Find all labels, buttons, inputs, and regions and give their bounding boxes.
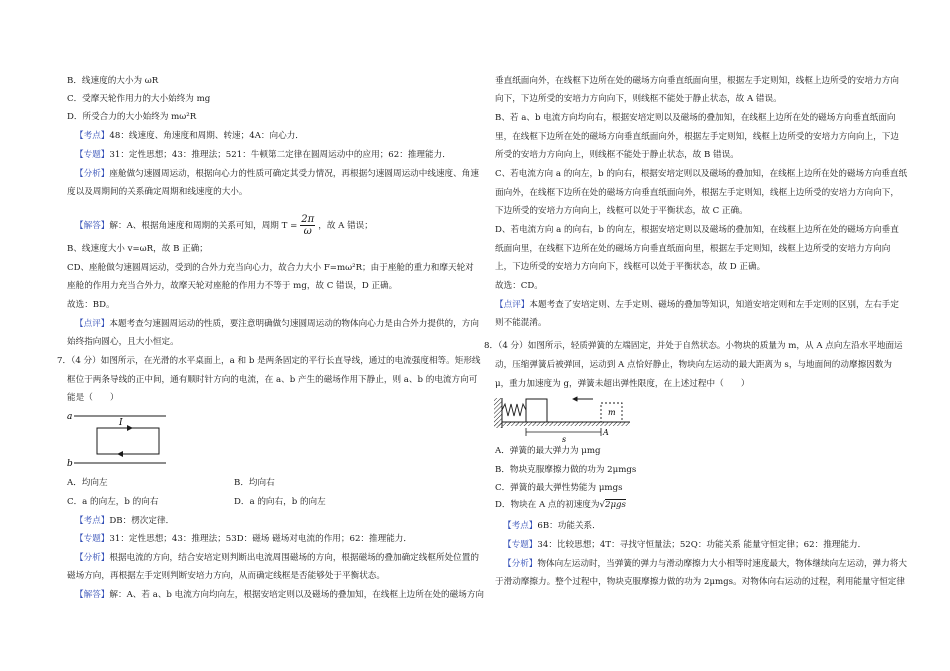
- option-d: D．所受合力的大小始终为 mω²R: [67, 112, 197, 122]
- kaodian-2: [75, 516, 174, 527]
- fenxi-1: [75, 169, 479, 180]
- q7-option-a: A．均向左: [67, 478, 108, 488]
- zhuanti-1: [75, 150, 451, 161]
- label-i: I: [119, 418, 123, 428]
- zhuanti-text: 31：定性思想；43：推理法；53D：磁场 磁场对电流的作用；62：推理能力．: [109, 534, 412, 544]
- label-a: a: [67, 412, 73, 422]
- solution-line: 纸面向里，在线框下边所在处的磁场方向垂直纸面向里，根据左手定则知，线框上边所受的安培力方向向: [495, 244, 891, 254]
- fenxi-1-line2: 度以及周期间的关系确定周期和线速度的大小。: [67, 187, 248, 197]
- label-s: s: [562, 435, 567, 444]
- spring: [502, 404, 526, 416]
- q8-option-a: A．弹簧的最大弹力为 μmg: [495, 446, 601, 456]
- q7-option-b: B．均向右: [234, 478, 275, 488]
- option-b: B．线速度的大小为 ωR: [67, 76, 159, 86]
- solution-line: 上，下边所受的安培力方向向下，线框可以处于平衡状态，故 D 正确。: [495, 262, 766, 272]
- solution-line: 所受的安培力方向向上，则线框不能处于静止状态，故 B 错误。: [495, 150, 739, 160]
- jieda-1: [75, 214, 373, 237]
- fenxi-tag: 【分析】: [75, 169, 110, 179]
- zhuanti-tag: 【专题】: [75, 150, 110, 160]
- label-a-point: A: [603, 428, 609, 437]
- jieda-2: [75, 590, 484, 601]
- block-compressed: [526, 399, 547, 422]
- kaodian-3: [503, 521, 601, 532]
- question-8-line3: μ，重力加速度为 g，弹簧未超出弹性限度，在上述过程中（ ）: [495, 379, 750, 389]
- fenxi-tag: 【分析】: [503, 559, 538, 569]
- question-8-line2: 动，压缩弹簧后被弹回，运动到 A 点恰好静止，物块向左运动的最大距离为 s，与地面间的动摩擦因数为: [495, 360, 892, 370]
- kaodian-1: [75, 131, 304, 142]
- q7-option-c: C．a 的向左，b 的向右: [67, 497, 159, 507]
- jieda-tag: 【解答】: [75, 221, 110, 231]
- solution-line: 向下，下边所受的安培力方向向下，则线框不能处于静止状态，故 A 错误。: [495, 94, 782, 104]
- solution-cd-line2: 座舱的作用力充当合外力，故摩天轮对座舱的作用力不等于 mg，故 C 错误，D 正确。: [67, 281, 398, 291]
- jieda-text: 解：A、若 a、b 电流方向均向左，根据安培定则以及磁场的叠加知，在线框上边所在处的磁场方向: [109, 590, 485, 600]
- fraction-denominator: ω: [303, 226, 312, 237]
- fenxi-text-1: 物体向左运动时，当弹簧的弹力与滑动摩擦力大小相等时速度最大，物体继续向左运动，弹力将大: [537, 559, 907, 569]
- dianping-tag: 【点评】: [495, 300, 530, 310]
- fenxi-2-line2: 磁场方向，再根据左手定则判断安培力方向，从而确定线框是否能够处于平衡状态。: [67, 571, 385, 581]
- answer-2: 故选：CD。: [495, 281, 543, 291]
- question-7-line3: 能是（ ）: [67, 393, 119, 403]
- kaodian-text: 6B：功能关系．: [537, 521, 601, 531]
- question-7-line2: 框位于两条导线的正中间，通有顺时针方向的电流，在 a、b 产生的磁场作用下静止，则 a、b 的电流方向可: [67, 375, 478, 385]
- zhuanti-3: [503, 540, 866, 551]
- label-b: b: [67, 459, 73, 469]
- kaodian-text: DB：楞次定律．: [109, 516, 175, 526]
- dianping-tag: 【点评】: [75, 319, 110, 329]
- period-fraction: [300, 214, 315, 237]
- q8-option-b: B．物块克服摩擦力做的功为 2μmgs: [495, 465, 637, 475]
- dianping-2-line2: 则不能混淆。: [495, 318, 547, 328]
- dianping-1: [75, 319, 479, 330]
- solution-line: C、若电流方向 a 的向左，b 的向右，根据安培定则以及磁场的叠加知，在线框上边所在处的磁场方向垂直纸: [495, 169, 908, 179]
- zhuanti-tag: 【专题】: [503, 540, 538, 550]
- fraction-numerator: 2π: [301, 214, 315, 225]
- solution-b: B、线速度大小 v=ωR，故 B 正确；: [67, 244, 208, 254]
- zhuanti-text: 34：比较思想；4T：寻找守恒量法；52Q：功能关系 能量守恒定律；62：推理能力．: [537, 540, 867, 550]
- zhuanti-2: [75, 534, 412, 545]
- kaodian-tag: 【考点】: [75, 131, 110, 141]
- fenxi-3-line2: 于滑动摩擦力。整个过程中，物块克服摩擦力做的功为 2μmgs。对物体向右运动的过程，利用能量守恒定律: [495, 577, 905, 587]
- dianping-1-line2: 始终指向圆心，且大小恒定。: [67, 337, 179, 347]
- zhuanti-text: 31：定性思想；43：推理法；521：牛顿第二定律在圆周运动中的应用；62：推理能力．: [109, 150, 451, 160]
- solution-cd-line1: CD、座舱做匀速圆周运动，受到的合外力充当向心力，故合力大小 F=mω²R；由于座舱的重力和摩天轮对: [67, 263, 474, 273]
- jieda-tag: 【解答】: [75, 590, 110, 600]
- q7-wire-diagram: [64, 408, 184, 473]
- fenxi-tag: 【分析】: [75, 553, 110, 563]
- solution-line: 面向外，在线框下边所在处的磁场方向垂直纸面向外，根据左手定则知，线框上边所受的安培力方向向下，: [495, 188, 899, 198]
- solution-line: 垂直纸面向外，在线框下边所在处的磁场方向垂直纸面向里，根据左手定则知，线框上边所受的安培力方向: [495, 76, 899, 86]
- solution-line: 下边所受的安培力方向向上，线框可以处于平衡状态，故 C 正确。: [495, 206, 748, 216]
- jieda-text-post: ，故 A 错误；: [318, 221, 373, 231]
- sqrt-symbol: √: [599, 500, 605, 510]
- fenxi-2: [75, 553, 479, 564]
- q8-spring-block-diagram: [491, 395, 633, 445]
- dianping-2: [495, 300, 899, 311]
- fenxi-text-1: 座舱做匀速圆周运动，根据向心力的性质可确定其受力情况，再根据匀速圆周运动中线速度、角速: [109, 169, 479, 179]
- fenxi-text-1: 根据电流的方向，结合安培定则判断出电流周围磁场的方向，根据磁场的叠加确定线框所处位置的: [109, 553, 479, 563]
- q8-option-c: C．弹簧的最大弹性势能为 μmgs: [495, 483, 623, 493]
- question-7-line1: 7．（4 分）如图所示，在光滑的水平桌面上，a 和 b 是两条固定的平行长直导线，通过的电流强度相等。矩形线: [57, 356, 481, 366]
- rectangular-coil: [97, 428, 159, 454]
- kaodian-tag: 【考点】: [503, 521, 538, 531]
- kaodian-tag: 【考点】: [75, 516, 110, 526]
- ground-hatch: [494, 422, 630, 426]
- solution-line: 里，在线框下边所在处的磁场方向垂直纸面向外，根据左手定则知，线框上边所受的安培力方向向上，下边: [495, 132, 899, 142]
- q8-option-d: [495, 500, 626, 511]
- label-m: m: [608, 408, 616, 417]
- solution-line: D、若电流方向 a 的向右，b 的向左，根据安培定则以及磁场的叠加知，在线框上边所在处的磁场方向垂直: [495, 225, 899, 235]
- fenxi-3: [503, 559, 907, 570]
- q7-option-d: D．a 的向右，b 的向左: [234, 497, 326, 507]
- question-8-line1: 8．（4 分）如图所示，轻质弹簧的左端固定，并处于自然状态。小物块的质量为 m，从 A 点向左沿水平地面运: [484, 341, 903, 351]
- dianping-text: 本题考查匀速圆周运动的性质，要注意明确做匀速圆周运动的物体向心力是由合外力提供的，方向: [109, 319, 479, 329]
- zhuanti-tag: 【专题】: [75, 534, 110, 544]
- option-c: C．受摩天轮作用力的大小始终为 mg: [67, 94, 211, 104]
- jieda-text: 解：A、根据角速度和周期的关系可知，周期 T =: [109, 221, 298, 231]
- solution-line: B、若 a、b 电流方向均向右，根据安培定则以及磁场的叠加知，在线框上边所在处的磁场方向垂直纸面向: [495, 113, 896, 123]
- answer-1: 故选：BD。: [67, 300, 115, 310]
- option-d-text: D．物块在 A 点的初速度为: [495, 500, 600, 510]
- dianping-text: 本题考查了安培定则、左手定则、磁场的叠加等知识，知道安培定则和左手定则的区别，左右手定: [529, 300, 899, 310]
- sqrt-radicand: 2μgs: [604, 500, 626, 510]
- kaodian-text: 48：线速度、角速度和周期、转速；4A：向心力．: [109, 131, 304, 141]
